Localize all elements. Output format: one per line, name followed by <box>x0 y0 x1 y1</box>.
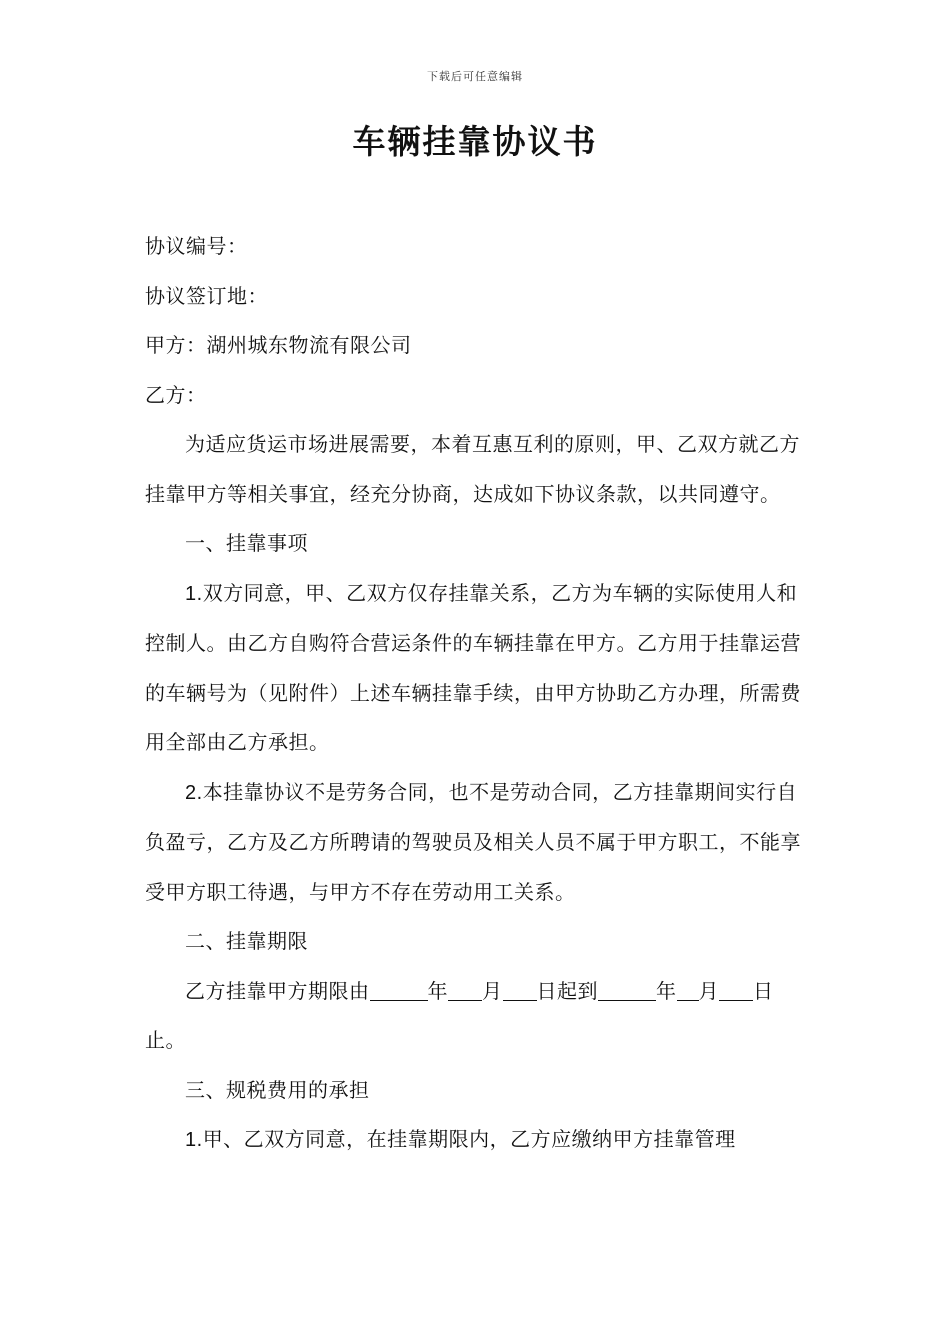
agreement-no-field: 协议编号： <box>145 234 248 258</box>
blank-line <box>448 978 482 1001</box>
clause-paragraph <box>145 569 807 768</box>
clause-text: 甲、乙双方同意，在挂靠期限内，乙方应缴纳甲方挂靠管理 <box>202 1127 736 1151</box>
clause-text: 双方同意，甲、乙双方仅存挂靠关系，乙方为车辆的实际使用人和控制人。由乙方自购符合营运条件的车辆挂靠在甲方。乙方用于挂靠运营的车辆号为（见附件）上述车辆挂靠手续，由甲方协助乙方办理，所需费用全部由乙方承担。 <box>145 580 801 754</box>
month-label: 月 <box>698 978 719 1003</box>
blank-line <box>598 978 656 1001</box>
clause-number: 1. <box>185 1129 203 1151</box>
document-body <box>145 222 807 1166</box>
clause-text: 本挂靠协议不是劳务合同，也不是劳动合同，乙方挂靠期间实行自负盈亏，乙方及乙方所聘请的驾驶员及相关人员不属于甲方职工，不能享受甲方职工待遇，与甲方不存在劳动用工关系。 <box>145 779 801 904</box>
blank-line <box>677 978 699 1001</box>
day-end-label: 日 <box>753 978 774 1003</box>
clause-paragraph <box>145 768 807 918</box>
clause-paragraph <box>145 1115 807 1166</box>
term-paragraph <box>145 967 807 1066</box>
blank-line <box>370 978 428 1001</box>
section-heading: 二、挂靠期限 <box>185 929 308 953</box>
section-heading: 一、挂靠事项 <box>185 531 308 555</box>
blank-line <box>503 978 537 1001</box>
preamble-paragraph: 为适应货运市场进展需要，本着互惠互利的原则，甲、乙双方就乙方挂靠甲方等相关事宜，经充分协商，达成如下协议条款，以共同遵守。 <box>145 432 800 506</box>
year-label: 年 <box>656 978 677 1003</box>
sign-place-field: 协议签订地： <box>145 283 268 308</box>
blank-line <box>719 978 753 1001</box>
month-label: 月 <box>482 978 503 1003</box>
section-heading: 三、规税费用的承担 <box>185 1077 370 1102</box>
party-b-field: 乙方： <box>145 382 207 407</box>
party-a-field: 甲方：湖州城东物流有限公司 <box>145 333 412 357</box>
day-from-label: 日起到 <box>536 978 598 1003</box>
term-end: 止。 <box>145 1028 186 1052</box>
term-prefix: 乙方挂靠甲方期限由 <box>185 978 370 1003</box>
header-note: 下载后可任意编辑 <box>427 70 523 83</box>
document-title: 车辆挂靠协议书 <box>352 122 598 161</box>
year-label: 年 <box>427 978 448 1003</box>
clause-number: 1. <box>185 582 203 605</box>
clause-number: 2. <box>185 781 203 804</box>
